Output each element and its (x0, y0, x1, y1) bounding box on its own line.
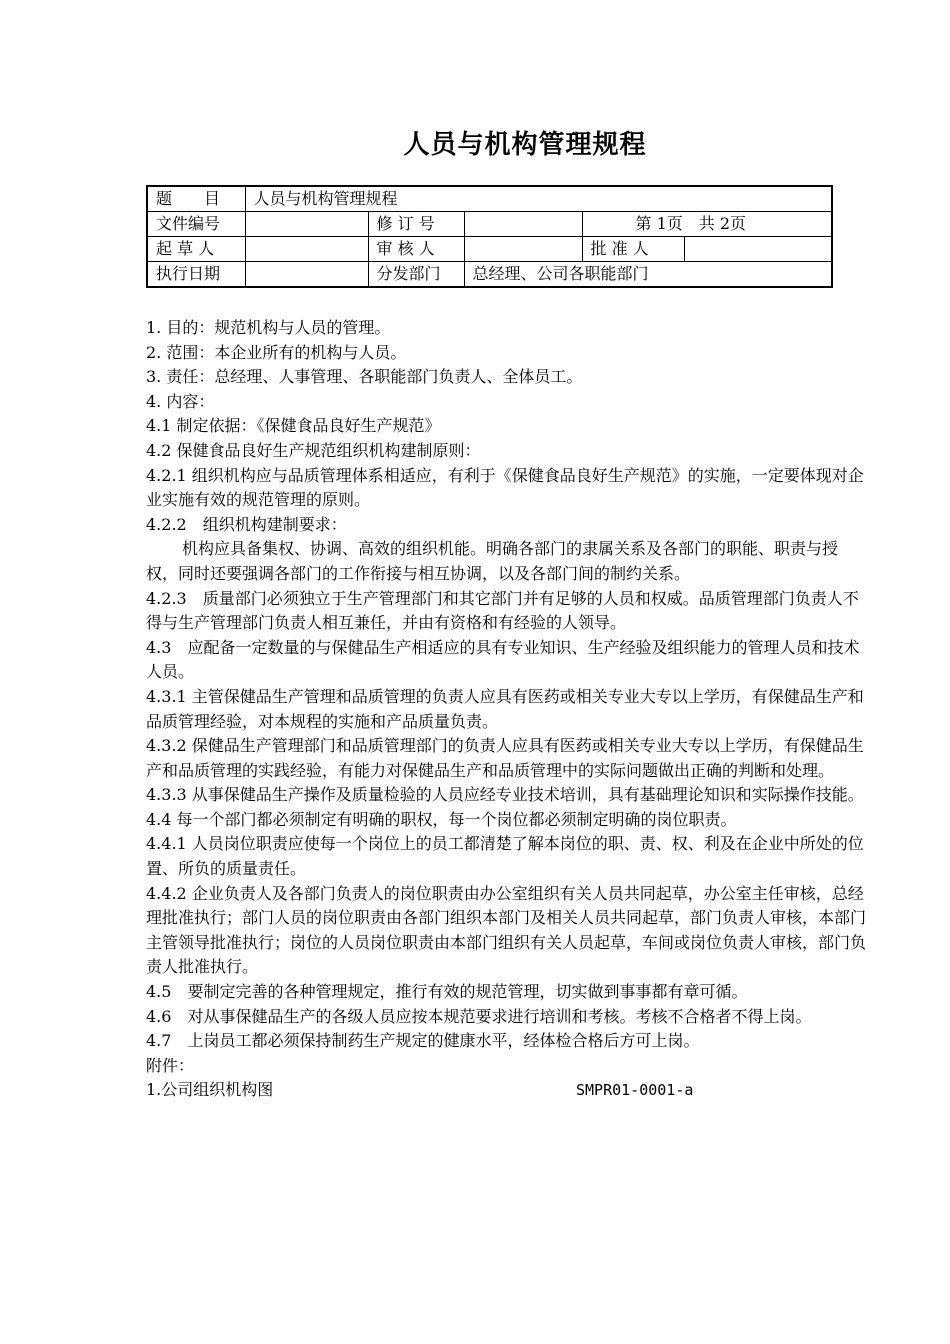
header-row-signatures (147, 237, 832, 262)
header-row-doc-no (147, 212, 832, 237)
paragraph-4-4: 4.4 每一个部门都必须制定有明确的职权，每一个岗位都必须制定明确的岗位职责。 (146, 809, 737, 829)
approver-label: 批 准 人 (582, 237, 684, 262)
exec-date-label: 执行日期 (147, 262, 245, 288)
paragraph-4-3-1: 4.3.1 主管保健品生产管理和品质管理的负责人应具有医药或相关专业大专以上学历，有保健品生产和品质管理经验，对本规程的实施和产品质量负责。 (146, 686, 864, 731)
paragraph-responsibility: 3. 责任：总经理、人事管理、各职能部门负责人、全体员工。 (146, 367, 583, 387)
approver-value (684, 237, 832, 262)
paragraph-4-4-2: 4.4.2 企业负责人及各部门负责人的岗位职责由办公室组织有关人员共同起草，办公室主任审核，总经理批准执行；部门人员的岗位职责由各部门组织本部门及相关人员共同起草，部门负责人审核，本部门主管领导批准执行；岗位的人员岗位职责由本部门组织有关人员起草，车间或岗位负责人审核，部门负责人批准执行。 (146, 883, 867, 977)
document-header-table (146, 185, 833, 288)
paragraph-4-3-2: 4.3.2 保健品生产管理部门和品质管理部门的负责人应具有医药或相关专业大专以上学历，有保健品生产和品质管理的实践经验，有能力对保健品生产和品质管理中的实际问题做出正确的判断和处理。 (146, 736, 864, 780)
reviewer-label: 审 核 人 (368, 237, 464, 262)
paragraph-4-6: 4.6 对从事保健品生产的各级人员应按本规范要求进行培训和考核。考核不合格者不得上岗。 (146, 1006, 812, 1026)
header-row-subject (147, 186, 832, 212)
paragraph-4-2-2: 4.2.2 组织机构建制要求： (146, 514, 347, 534)
subject-value: 人员与机构管理规程 (245, 186, 832, 212)
subject-label: 题 目 (147, 186, 245, 212)
dist-label: 分发部门 (368, 262, 464, 288)
attachment-name: 1.公司组织机构图 (146, 1080, 274, 1100)
revision-value (464, 212, 582, 237)
paragraph-4-2-2-body: 机构应具备集权、协调、高效的组织机能。明确各部门的隶属关系及各部门的职能、职责与授权，同时还要强调各部门的工作衔接与相互协调，以及各部门间的制约关系。 (146, 539, 839, 583)
paragraph-4-3-3: 4.3.3 从事保健品生产操作及质量检验的人员应经专业技术培训，具有基础理论知识和实际操作技能。 (146, 785, 864, 805)
paragraph-4-3: 4.3 应配备一定数量的与保健品生产相适应的具有专业知识、生产经验及组织能力的管理人员和技术人员。 (146, 637, 860, 682)
paragraph-4-7: 4.7 上岗员工都必须保持制药生产规定的健康水平，经体检合格后方可上岗。 (146, 1031, 700, 1051)
paragraph-4-4-1: 4.4.1 人员岗位职责应使每一个岗位上的员工都清楚了解本岗位的职、责、权、利及在企业中所处的位置、所负的质量责任。 (146, 834, 864, 879)
doc-no-value (245, 212, 368, 237)
paragraph-content-heading: 4. 内容： (146, 391, 215, 411)
attachment-code: SMPR01-0001-a (576, 1081, 694, 1100)
attachment-item (146, 1078, 866, 1103)
revision-label: 修 订 号 (368, 212, 464, 237)
paragraph-purpose: 1. 目的：规范机构与人员的管理。 (146, 318, 391, 337)
paragraph-4-2-1: 4.2.1 组织机构应与品质管理体系相适应，有利于《保健食品良好生产规范》的实施，一定要体现对企业实施有效的规范管理的原则。 (146, 465, 864, 510)
page-info: 第 1页 共 2页 (582, 212, 832, 237)
drafter-label: 起 草 人 (147, 237, 245, 262)
header-row-distribution (147, 262, 832, 288)
attachments-label: 附件： (146, 1055, 195, 1075)
exec-date-value (245, 262, 368, 288)
paragraph-4-2-3: 4.2.3 质量部门必须独立于生产管理部门和其它部门并有足够的人员和权威。品质管理部门负责人不得与生产管理部门负责人相互兼任，并由有资格和有经验的人领导。 (146, 588, 859, 633)
doc-no-label: 文件编号 (147, 212, 245, 237)
paragraph-4-5: 4.5 要制定完善的各种管理规定，推行有效的规范管理，切实做到事事都有章可循。 (146, 982, 748, 1002)
document-title: 人员与机构管理规程 (403, 130, 647, 160)
document-body (146, 316, 866, 1103)
paragraph-4-1: 4.1 制定依据：《保健食品良好生产规范》 (146, 416, 441, 436)
dist-value: 总经理、公司各职能部门 (464, 262, 832, 288)
paragraph-4-2: 4.2 保健食品良好生产规范组织机构建制原则： (146, 440, 481, 460)
reviewer-value (464, 237, 582, 262)
drafter-value (245, 237, 368, 262)
paragraph-scope: 2. 范围：本企业所有的机构与人员。 (146, 342, 407, 362)
